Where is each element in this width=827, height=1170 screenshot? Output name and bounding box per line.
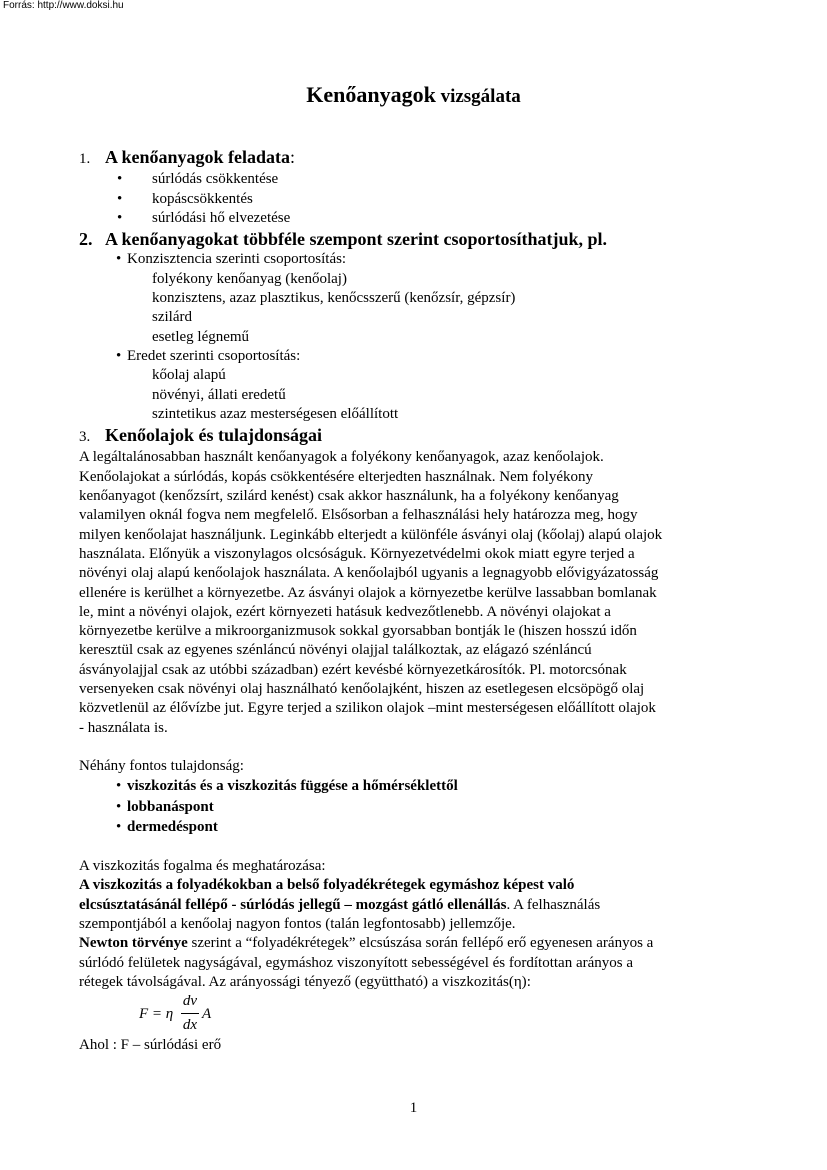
paragraph-line: kenőanyagot (kenőzsírt, szilárd kenést) csak akkor használunk, ha a folyékony kenőanyag [79, 488, 619, 505]
viscosity-definition-line2 [79, 896, 739, 915]
property-item: • lobbanáspont [79, 798, 739, 817]
paragraph-line: közvetlenül az élővízbe jut. Egyre terjed a szilikon olajok –mint mesterségesen előállított olajok [79, 700, 656, 717]
page-title [0, 82, 827, 108]
newton-law-label: Newton törvénye [79, 935, 188, 952]
document-body [79, 146, 739, 1055]
formula-fraction [181, 992, 199, 1036]
page-number: 1 [409, 1100, 418, 1116]
list-item: szilárd [152, 309, 192, 326]
paragraph-line: versenyeken csak növényi olaj használható kenőolajként, hiszen az esetlegesen elcsöpögő olaj [79, 681, 645, 698]
newton-line3 [79, 973, 739, 992]
formula-lhs: F = η [139, 1006, 174, 1023]
paragraph-line: keresztül csak az egyenes szénláncú növényi olajjal találkoztak, az elágazó szénláncú [79, 642, 592, 659]
viscosity-definition-line1: A viszkozitás a folyadékokban a belső folyadékrétegek egymáshoz képest való [79, 877, 575, 894]
paragraph-line: A legáltalánosabban használt kenőanyagok a folyékony kenőanyagok, azaz kenőolajok. [79, 449, 604, 466]
section-3-heading [79, 426, 739, 447]
property-item: • viszkozitás és a viszkozitás függése a hőmérséklettől [79, 777, 739, 796]
paragraph-line: milyen kenőolajat használjunk. Leginkább elterjedt a különféle ásványi olaj (kőolaj) alapú olajok [79, 526, 663, 543]
list-item: • súrlódás csökkentése [79, 170, 739, 189]
newton-line3-end: : [526, 973, 531, 990]
viscosity-definition-rest: . A felhasználás [506, 896, 601, 913]
list-item: • kopáscsökkentés [79, 190, 739, 209]
paragraph-line: használata. Előnyük a viszonylagos olcsóságuk. Környezetvédelmi okok miatt egyre terjed a [79, 545, 635, 562]
paragraph-line: ásványolajjal csak az utóbbi században) ezért kevésbé környezetkárosítók. Pl. motorcsónak [79, 661, 627, 678]
viscosity-intro: A viszkozitás fogalma és meghatározása: [79, 858, 326, 875]
section-3-title: Kenőolajok és tulajdonságai [105, 425, 323, 446]
formula-rhs: A [202, 1006, 212, 1023]
section-1-heading [79, 148, 739, 169]
section-1-title [105, 148, 295, 167]
source-note: Forrás: http://www.doksi.hu [3, 0, 124, 11]
property-item: • dermedéspont [79, 818, 739, 837]
section-2-title: A kenőanyagokat többféle szempont szerint csoportosíthatjuk, pl. [105, 229, 608, 250]
section-3-paragraph [79, 448, 739, 737]
fraction-bar [181, 1013, 199, 1014]
section-1-title-text: A kenőanyagok feladata [105, 147, 291, 167]
section-1-number: 1. [79, 151, 91, 167]
paragraph-line: valamilyen oknál fogva nem megfelelő. Elsősorban a felhasználási hely határozza meg, hogy [79, 507, 638, 524]
newton-formula [139, 992, 739, 1036]
where-line: Ahol : F – súrlódási erő [79, 1037, 222, 1054]
section-1-colon: : [290, 147, 296, 167]
section-2-number: 2. [79, 229, 93, 250]
list-item: folyékony kenőanyag (kenőolaj) [152, 270, 347, 287]
list-item: konzisztens, azaz plasztikus, kenőcsszerű (kenőzsír, gépzsír) [152, 290, 516, 307]
title-rest: vizsgálata [435, 86, 521, 107]
formula-denominator: dx [182, 1017, 198, 1034]
paragraph-line: - használata is. [79, 719, 168, 736]
newton-line1 [79, 934, 739, 953]
list-item: szintetikus azaz mesterségesen előállított [152, 405, 399, 422]
paragraph-line: Kenőolajokat a súrlódás, kopás csökkentésére elterjedten használnak. Nem folyékony [79, 468, 593, 485]
eta-symbol: (η) [508, 973, 527, 990]
newton-line2: súrlódó felületek nagyságával, egymáshoz viszonyított sebességével és fordítottan arányos a [79, 954, 634, 971]
properties-intro: Néhány fontos tulajdonság: [79, 757, 244, 774]
title-main: Kenőanyagok [306, 82, 436, 107]
viscosity-definition-bold: elcsúsztatásánál fellépő - súrlódás jellegű – mozgást gátló ellenállás [79, 896, 507, 913]
list-item: növényi, állati eredetű [152, 386, 286, 403]
paragraph-line: le, mint a növényi olajok, ezért környezeti hatásuk kedvezőtlenebb. A növényi olajokat a [79, 603, 611, 620]
group-label-consistency: • Konzisztencia szerinti csoportosítás: [79, 250, 739, 269]
viscosity-definition-line3: szempontjából a kenőolaj nagyon fontos (talán legfontosabb) jellemzője. [79, 915, 516, 932]
paragraph-line: környezetbe kerülve a mikroorganizmusok sokkal gyorsabban bontják le (hiszen hosszú időn [79, 623, 637, 640]
paragraph-line: növényi olaj alapú kenőolajok használata. A kenőolajból ugyanis a legnagyobb elővigyázatosság [79, 565, 659, 582]
list-item: kőolaj alapú [152, 367, 226, 384]
formula-numerator: dv [182, 993, 198, 1010]
newton-line3-text: rétegek távolságával. Az arányossági tényező (együttható) a viszkozitás [79, 973, 509, 990]
list-item: • súrlódási hő elvezetése [79, 209, 739, 228]
group-label-origin: • Eredet szerinti csoportosítás: [79, 347, 739, 366]
newton-line1-rest: szerint a “folyadékrétegek” elcsúszása során fellépő erő egyenesen arányos a [187, 935, 654, 952]
list-item: esetleg légnemű [152, 328, 250, 345]
section-3-number: 3. [79, 429, 91, 446]
paragraph-line: ellenére is kerülhet a környezetbe. Az ásványi olajok a környezetbe kerülve lassabban bomlanak [79, 584, 657, 601]
section-2-heading [79, 230, 739, 249]
